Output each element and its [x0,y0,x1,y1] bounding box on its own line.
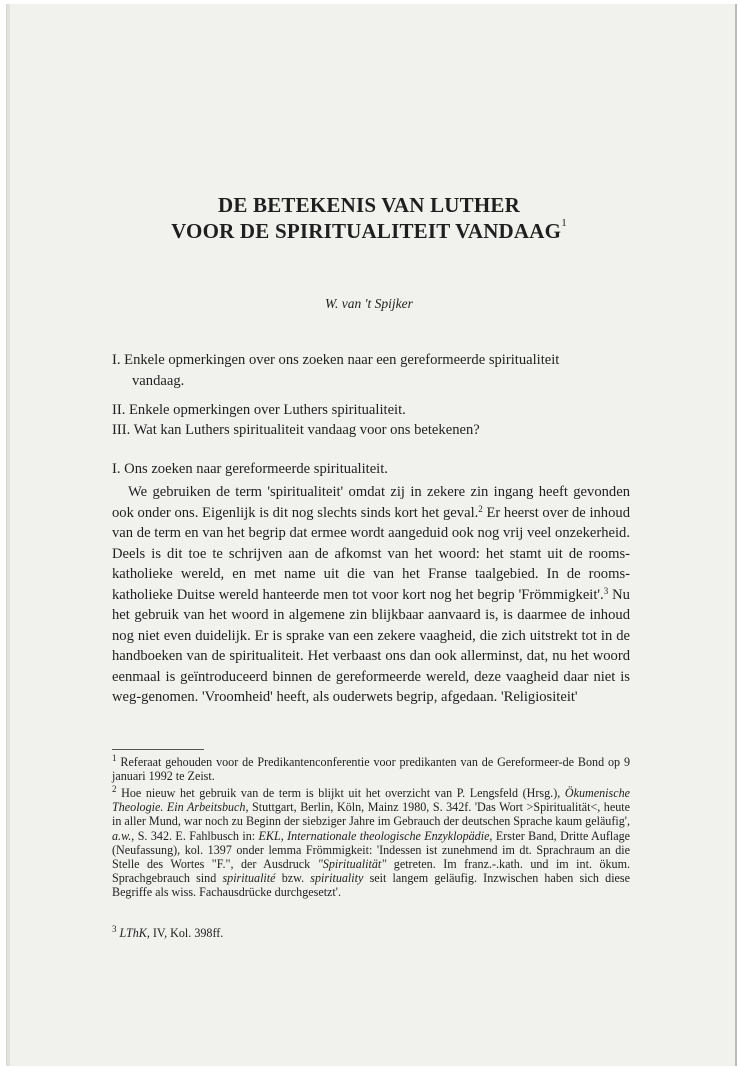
outline-item-1-line-2: vandaag. [132,373,185,389]
footnote-2: $^2$ Hoe nieuw het gebruik van de term is blijkt uit het overzicht van P. Lengsfeld (Hrsg.), Ökumenische Theologie. Ein Arbeitsbuch, Stuttgart, Berlin, Köln, Mainz 1980, S. 342f. 'Das Wort >Spiritualität<, heute in aller Mund, war noch zu Beginn der siebziger Jahre im Gebrauch der deutschen Sprache kaum geläufig', a.w., S. 342. E. Fahlbusch in: EKL, Internationale theologische Enzyklopädie, Erster Band, Dritte Auflage (Neufassung), kol. 1397 onder lemma Frömmigkeit: 'Indessen ist zunehmend im dt. Sprachraum an die Stelle des Wortes "F.", der Ausdruck "Spiritualität" getreten. Im franz.-.kath. und im int. ökum. Sprachgebrauch sind spiritualité bzw. spirituality seit langem geläufig. Inzwischen haben sich diese Begriffe als wiss. Fachausdrücke durchgesetzt'. [112,784,631,900]
body-paragraph: We gebruiken de term 'spiritualiteit' omdat zij in zekere zin ingang heeft gevonden ook onder ons. Eigenlijk is dit nog slechts sinds kort het geval.$^2$ Er heerst over de inhoud van de term en van het begrip dat ermee wordt aangeduid ook nog vrij veel onzekerheid. Deels is dit toe te schrijven aan de afkomst van het woord: het stamt uit de rooms-katholieke wereld, en met name uit die van het Franse taalgebied. In de rooms-katholieke Duitse wereld hanteerde men tot voor kort nog het begrip 'Frömmigkeit'.$^3$ Nu het gebruik van het woord in algemene zin blijkbaar aanvaard is, is daarmee de inhoud nog niet even duidelijk. Er is sprake van een zekere vaagheid, die zich uitstrekt tot in de handboeken van de spiritualiteit. Het verbaast ons dan ook allerminst, dat, nu het woord eenmaal is geïntroduceerd binnen de gereformeerde wereld, deze vaagheid daar niet is weg-genomen. 'Vroomheid' heeft, als ouderwets begrip, afgedaan. 'Religiositeit' [112,484,630,706]
article-title-line-2: VOOR DE SPIRITUALITEIT VANDAAG$^1$ [171,217,567,243]
article-title-line-1: DE BETEKENIS VAN LUTHER [217,193,520,217]
article-author: W. van 't Spijker [325,296,413,311]
outline-item-1-line-1: I. Enkele opmerkingen over ons zoeken naar een gereformeerde spiritualiteit [112,352,560,368]
section-heading: I. Ons zoeken naar gereformeerde spiritualiteit. [112,461,388,477]
outline-item-2: II. Enkele opmerkingen over Luthers spiritualiteit. [112,402,406,418]
footnote-ref-3: 3 [603,585,609,596]
footnote-separator [112,749,204,750]
body-text [112,482,630,708]
footnote-ref-2: 2 [478,503,483,514]
footnote-3: $^3$ LThK, IV, Kol. 398ff. [112,924,224,940]
title-footnote-marker: 1 [561,217,567,229]
footnote-1: $^1$ Referaat gehouden voor de Predikantenconferentie voor predikanten van de Gereformeer-de Bond op 9 januari 1992 te Zeist. [112,753,630,784]
outline-item-1 [112,350,632,392]
page-spine-shadow [7,4,10,1066]
outline-item-3: III. Wat kan Luthers spiritualiteit vandaag voor ons betekenen? [112,422,480,438]
